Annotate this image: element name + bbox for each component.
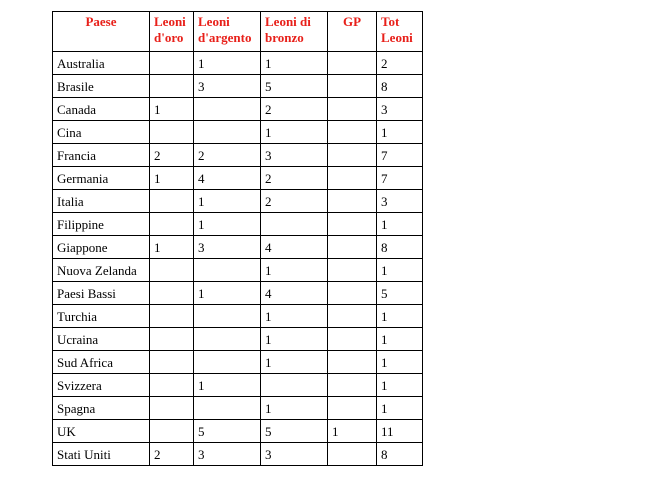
table-row	[53, 259, 423, 282]
cell-silver: 1	[194, 282, 261, 305]
cell-bronze: 2	[261, 98, 328, 121]
cell-gp	[328, 52, 377, 75]
cell-country: Italia	[53, 190, 150, 213]
cell-gp	[328, 282, 377, 305]
cell-gold	[150, 305, 194, 328]
table-row	[53, 420, 423, 443]
cell-gold	[150, 420, 194, 443]
cell-country: Sud Africa	[53, 351, 150, 374]
cell-gp	[328, 98, 377, 121]
cell-bronze: 5	[261, 420, 328, 443]
table-row	[53, 351, 423, 374]
table-row	[53, 75, 423, 98]
cell-silver: 1	[194, 52, 261, 75]
cell-total: 1	[377, 374, 423, 397]
cell-gold: 1	[150, 236, 194, 259]
cell-gp	[328, 397, 377, 420]
cell-total: 11	[377, 420, 423, 443]
header-silver: Leoni d'argento	[194, 12, 261, 52]
cell-bronze: 4	[261, 236, 328, 259]
cell-silver: 4	[194, 167, 261, 190]
cell-total: 3	[377, 190, 423, 213]
cell-total: 1	[377, 328, 423, 351]
cell-gp: 1	[328, 420, 377, 443]
cell-total: 1	[377, 305, 423, 328]
cell-silver: 2	[194, 144, 261, 167]
cell-total: 1	[377, 259, 423, 282]
table-row	[53, 213, 423, 236]
cell-country: Stati Uniti	[53, 443, 150, 466]
cell-bronze: 2	[261, 190, 328, 213]
cell-total: 7	[377, 144, 423, 167]
cell-gold: 1	[150, 167, 194, 190]
cell-silver: 1	[194, 374, 261, 397]
awards-table	[52, 11, 423, 466]
cell-silver: 3	[194, 443, 261, 466]
table-row	[53, 98, 423, 121]
cell-silver: 1	[194, 213, 261, 236]
cell-bronze: 1	[261, 52, 328, 75]
cell-silver: 5	[194, 420, 261, 443]
cell-country: Filippine	[53, 213, 150, 236]
cell-bronze: 1	[261, 351, 328, 374]
table-row	[53, 52, 423, 75]
cell-total: 2	[377, 52, 423, 75]
cell-bronze	[261, 213, 328, 236]
cell-gp	[328, 121, 377, 144]
cell-silver	[194, 121, 261, 144]
cell-gp	[328, 167, 377, 190]
cell-gold	[150, 282, 194, 305]
cell-silver	[194, 351, 261, 374]
header-row	[53, 12, 423, 52]
table-row	[53, 397, 423, 420]
header-gp: GP	[328, 12, 377, 52]
cell-gold	[150, 52, 194, 75]
table-body	[53, 52, 423, 466]
cell-gold	[150, 259, 194, 282]
cell-country: Francia	[53, 144, 150, 167]
cell-gold	[150, 374, 194, 397]
cell-total: 1	[377, 351, 423, 374]
cell-total: 1	[377, 213, 423, 236]
cell-silver: 1	[194, 190, 261, 213]
cell-gp	[328, 213, 377, 236]
header-gold: Leoni d'oro	[150, 12, 194, 52]
cell-silver	[194, 305, 261, 328]
cell-gp	[328, 351, 377, 374]
cell-gp	[328, 305, 377, 328]
cell-bronze: 5	[261, 75, 328, 98]
cell-gp	[328, 75, 377, 98]
cell-gold	[150, 351, 194, 374]
cell-total: 1	[377, 121, 423, 144]
cell-country: Paesi Bassi	[53, 282, 150, 305]
cell-bronze: 1	[261, 259, 328, 282]
table-row	[53, 305, 423, 328]
header-country: Paese	[53, 12, 150, 52]
cell-gp	[328, 144, 377, 167]
cell-silver: 3	[194, 75, 261, 98]
table-header	[53, 12, 423, 52]
cell-gold	[150, 121, 194, 144]
table-row	[53, 190, 423, 213]
cell-country: Canada	[53, 98, 150, 121]
cell-total: 8	[377, 443, 423, 466]
cell-total: 1	[377, 397, 423, 420]
cell-country: Turchia	[53, 305, 150, 328]
table-row	[53, 167, 423, 190]
cell-bronze: 3	[261, 144, 328, 167]
table-row	[53, 121, 423, 144]
cell-bronze	[261, 374, 328, 397]
table-row	[53, 374, 423, 397]
cell-country: Nuova Zelanda	[53, 259, 150, 282]
table-row	[53, 328, 423, 351]
header-bronze: Leoni di bronzo	[261, 12, 328, 52]
cell-country: UK	[53, 420, 150, 443]
cell-bronze: 3	[261, 443, 328, 466]
cell-country: Ucraina	[53, 328, 150, 351]
cell-gold: 2	[150, 144, 194, 167]
cell-total: 7	[377, 167, 423, 190]
cell-bronze: 1	[261, 121, 328, 144]
cell-gold	[150, 213, 194, 236]
cell-silver	[194, 328, 261, 351]
cell-country: Svizzera	[53, 374, 150, 397]
cell-total: 3	[377, 98, 423, 121]
cell-country: Brasile	[53, 75, 150, 98]
cell-gold	[150, 397, 194, 420]
cell-silver	[194, 98, 261, 121]
cell-total: 8	[377, 75, 423, 98]
header-total: Tot Leoni	[377, 12, 423, 52]
cell-bronze: 1	[261, 305, 328, 328]
cell-country: Australia	[53, 52, 150, 75]
table-row	[53, 282, 423, 305]
cell-silver	[194, 397, 261, 420]
cell-bronze: 2	[261, 167, 328, 190]
cell-bronze: 1	[261, 397, 328, 420]
table-row	[53, 443, 423, 466]
cell-gp	[328, 443, 377, 466]
table-row	[53, 144, 423, 167]
cell-total: 8	[377, 236, 423, 259]
cell-country: Germania	[53, 167, 150, 190]
cell-country: Spagna	[53, 397, 150, 420]
cell-gold	[150, 190, 194, 213]
cell-total: 5	[377, 282, 423, 305]
cell-silver	[194, 259, 261, 282]
cell-gold: 1	[150, 98, 194, 121]
cell-gold	[150, 75, 194, 98]
cell-gold: 2	[150, 443, 194, 466]
cell-silver: 3	[194, 236, 261, 259]
cell-country: Giappone	[53, 236, 150, 259]
cell-gold	[150, 328, 194, 351]
cell-bronze: 1	[261, 328, 328, 351]
cell-gp	[328, 259, 377, 282]
cell-gp	[328, 328, 377, 351]
cell-gp	[328, 190, 377, 213]
cell-bronze: 4	[261, 282, 328, 305]
cell-country: Cina	[53, 121, 150, 144]
cell-gp	[328, 236, 377, 259]
cell-gp	[328, 374, 377, 397]
table-row	[53, 236, 423, 259]
